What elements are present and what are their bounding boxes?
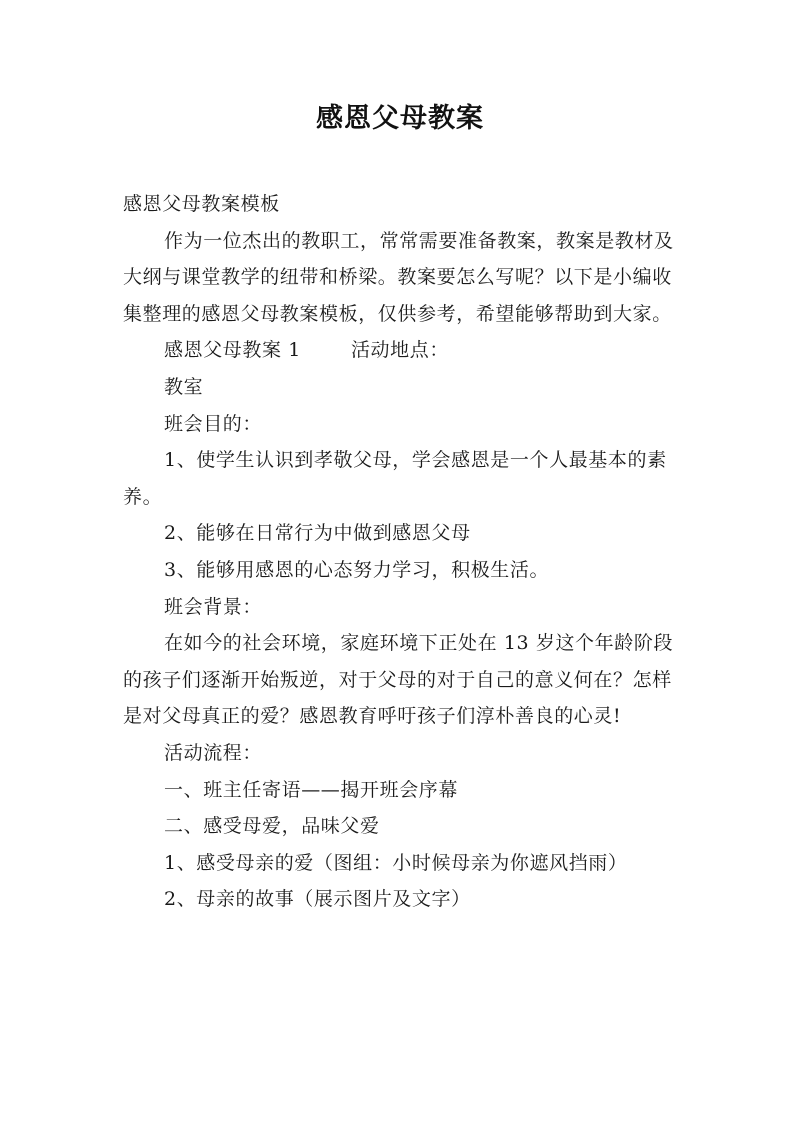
- goal-item: 2、能够在日常行为中做到感恩父母: [164, 522, 471, 545]
- process-label: 活动流程：: [164, 741, 263, 764]
- lesson-heading: 感恩父母教案 1: [164, 339, 301, 362]
- intro-paragraph: 作为一位杰出的教职工，常常需要准备教案，教案是教材及大纲与课堂教学的纽带和桥梁。教案要怎么写呢？以下是小编收集整理的感恩父母教案模板，仅供参考，希望能够帮助到大家。: [123, 229, 674, 325]
- goals-label: 班会目的：: [164, 412, 263, 435]
- document-title: 感恩父母教案: [316, 103, 484, 134]
- process-item: 2、母亲的故事（展示图片及文字）: [164, 888, 471, 911]
- background-label: 班会背景：: [164, 595, 263, 618]
- lesson-heading-line: [123, 332, 683, 369]
- location-label: 活动地点：: [350, 339, 449, 362]
- process-item: 一、班主任寄语——揭开班会序幕: [164, 778, 459, 801]
- document-body: [123, 186, 683, 918]
- goal-item: 1、使学生认识到孝敬父母，学会感恩是一个人最基本的素养。: [123, 449, 667, 508]
- process-item: 1、感受母亲的爱（图组：小时候母亲为你遮风挡雨）: [164, 851, 628, 874]
- background-paragraph: 在如今的社会环境，家庭环境下正处在 13 岁这个年龄阶段的孩子们逐渐开始叛逆，对于父母的对于自己的意义何在？怎样是对父母真正的爱？感恩教育呼吁孩子们淳朴善良的心灵!: [123, 632, 674, 728]
- subtitle: 感恩父母教案模板: [123, 193, 280, 215]
- process-item: 二、感受母爱，品味父爱: [164, 815, 380, 838]
- goal-item: 3、能够用感恩的心态努力学习，积极生活。: [164, 558, 550, 581]
- location-value: 教室: [164, 375, 204, 398]
